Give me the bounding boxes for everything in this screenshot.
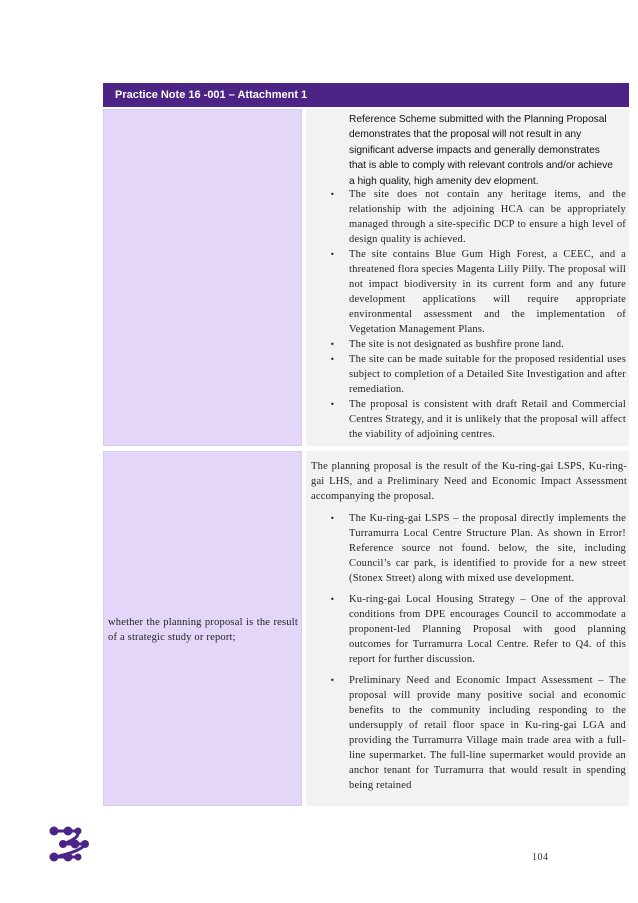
list-item: • The site can be made suitable for the proposed residential uses subject to completion of a Detailed Site Investigation and after remediation.: [330, 354, 626, 395]
table-cell-criteria: [103, 109, 302, 446]
attachment-header: Practice Note 16 -001 – Attachment 1: [103, 83, 629, 107]
strategic-study-intro: The planning proposal is the result of the Ku-ring-gai LSPS, Ku-ring-gai LHS, and a Preliminary Need and Economic Impact Assessment accompanying the proposal.: [311, 461, 627, 502]
list-item: • Preliminary Need and Economic Impact Assessment – The proposal will provide many positive social and economic benefits to the community including responding to the undersupply of retail floor space in Ku-ring-gai LGA and providing the Turramurra Village main trade area with a full-line supermarket. The full-line supermarket would provide an anchor tenant for Turramurra that would result in spending being retained: [330, 675, 626, 791]
list-item: • The Ku-ring-gai LSPS – the proposal directly implements the Turramurra Local Centre Structure Plan. As shown in Error! Reference source not found. below, the site, including Council’s car park, is identified to provide for a new street (Stonex Street) along with mixed use development.: [330, 513, 626, 584]
list-item: • Ku-ring-gai Local Housing Strategy – One of the approval conditions from DPE encourages Council to accommodate a proponent-led Planning Proposal with good planning outcomes for Turramurra Local Centre. Refer to Q4. of this report for further discussion.: [330, 594, 626, 665]
bullet-icon: •: [330, 400, 335, 409]
bullet-icon: •: [330, 595, 335, 604]
criteria-label: whether the planning proposal is the result of a strategic study or report;: [108, 617, 298, 643]
reference-scheme-paragraph: Reference Scheme submitted with the Planning Proposal demonstrates that the proposal will not result in any significant adverse impacts and generally demonstrates that is able to comply with relevant controls and/or achieve a high quality, high amenity dev elopment.: [349, 114, 613, 187]
page-number: 104: [532, 852, 549, 863]
bullet-icon: •: [330, 676, 335, 685]
list-item: • The site does not contain any heritage items, and the relationship with the adjoining HCA can be appropriately managed through a site-specific DCP to ensure a high level of design quality is achieved.: [330, 189, 626, 245]
bullet-list: [330, 187, 626, 442]
list-item: • The site contains Blue Gum High Forest, a CEEC, and a threatened flora species Magenta Lilly Pilly. The proposal will not impact biodiversity in its current form and any future development applications will require appropriate environmental assessment and the implementation of Vegetation Management Plans.: [330, 249, 626, 335]
bullet-icon: •: [330, 355, 335, 364]
network-dots-logo-icon: [48, 825, 90, 863]
list-item: • The site is not designated as bushfire prone land.: [330, 339, 564, 350]
bullet-icon: •: [330, 250, 335, 259]
list-item: • The proposal is consistent with draft Retail and Commercial Centres Strategy, and it is unlikely that the proposal will affect the viability of adjoining centres.: [330, 399, 626, 440]
bullet-icon: •: [330, 340, 335, 349]
bullet-icon: •: [330, 190, 335, 199]
bullet-icon: •: [330, 514, 335, 523]
bullet-list: [330, 511, 626, 799]
